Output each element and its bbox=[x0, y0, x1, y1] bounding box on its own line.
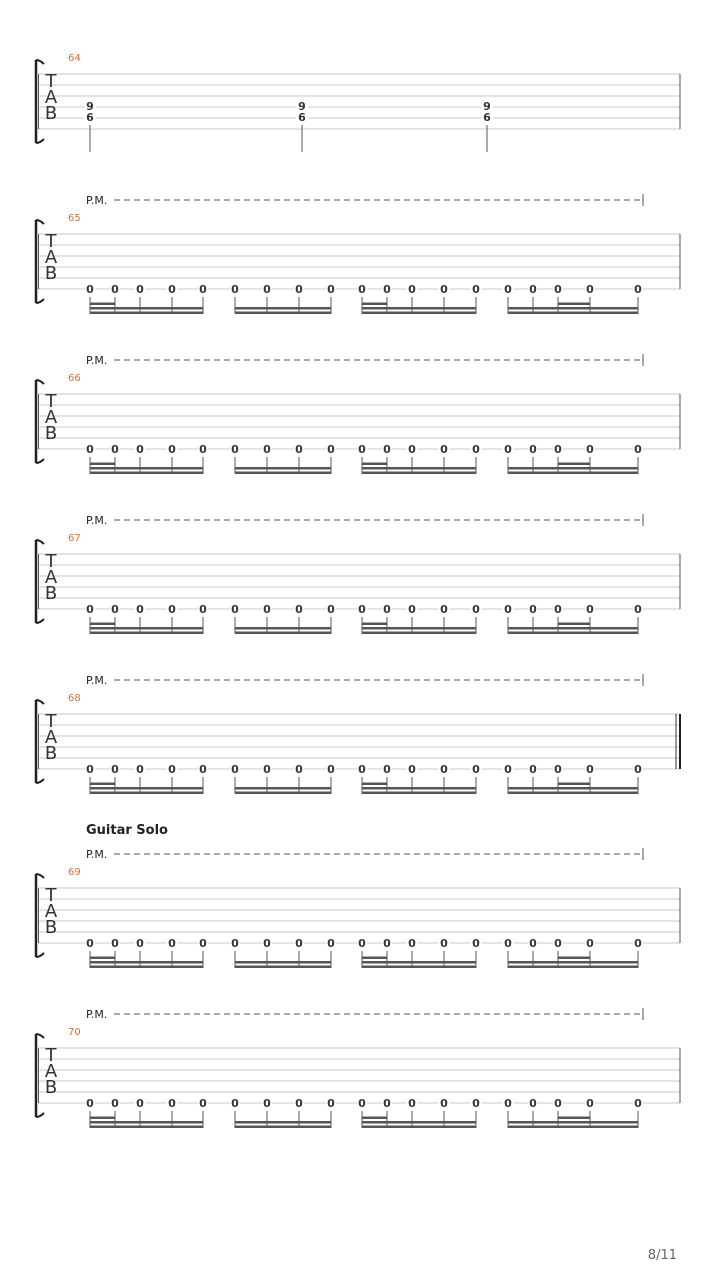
beam-secondary bbox=[90, 627, 203, 630]
fret-number: 0 bbox=[199, 283, 207, 296]
beam-tertiary bbox=[558, 783, 590, 786]
beam-tertiary bbox=[362, 463, 387, 466]
beam-secondary bbox=[235, 1121, 331, 1124]
tab-clef bbox=[45, 71, 58, 124]
fret-number: 0 bbox=[634, 1097, 642, 1110]
palm-mute-marking bbox=[86, 674, 643, 687]
fret-number: 0 bbox=[263, 603, 271, 616]
palm-mute-marking bbox=[86, 194, 643, 207]
fret-number: 0 bbox=[327, 603, 335, 616]
fret-number: 0 bbox=[529, 283, 537, 296]
beam-primary bbox=[362, 312, 476, 315]
palm-mute-label: P.M. bbox=[86, 194, 108, 207]
measure-number: 64 bbox=[68, 53, 81, 64]
fret-number: 0 bbox=[472, 1097, 480, 1110]
fret-number: 0 bbox=[358, 603, 366, 616]
fret-number: 0 bbox=[327, 937, 335, 950]
fret-number: 0 bbox=[554, 443, 562, 456]
fret-number: 0 bbox=[408, 937, 416, 950]
fret-number: 0 bbox=[295, 763, 303, 776]
palm-mute-label: P.M. bbox=[86, 848, 108, 861]
beam-secondary bbox=[90, 787, 203, 790]
system-bracket bbox=[36, 380, 44, 463]
tab-system bbox=[36, 674, 680, 794]
tab-clef-letter-b: B bbox=[44, 423, 58, 444]
section-label: Guitar Solo bbox=[86, 823, 168, 838]
tab-clef-letter-a: A bbox=[44, 87, 58, 108]
chord-fret-top: 9 bbox=[298, 100, 306, 113]
beam-secondary bbox=[508, 627, 638, 630]
fret-number: 0 bbox=[408, 763, 416, 776]
fret-number: 0 bbox=[440, 937, 448, 950]
tab-clef bbox=[45, 885, 58, 938]
fret-number: 0 bbox=[86, 603, 94, 616]
fret-number: 0 bbox=[383, 763, 391, 776]
fret-number: 0 bbox=[111, 937, 119, 950]
tab-staff bbox=[38, 74, 680, 129]
tab-clef bbox=[45, 391, 58, 444]
beam-secondary bbox=[362, 1121, 476, 1124]
fret-number: 0 bbox=[358, 1097, 366, 1110]
system-bracket bbox=[36, 220, 44, 303]
beam-secondary bbox=[90, 307, 203, 310]
fret-number: 0 bbox=[634, 603, 642, 616]
fret-number: 0 bbox=[168, 1097, 176, 1110]
beam-secondary bbox=[362, 961, 476, 964]
fret-number: 0 bbox=[168, 443, 176, 456]
beam-primary bbox=[362, 792, 476, 795]
beam-tertiary bbox=[362, 1117, 387, 1120]
fret-number: 0 bbox=[440, 1097, 448, 1110]
beam-primary bbox=[90, 472, 203, 475]
tab-clef bbox=[45, 551, 58, 604]
beam-secondary bbox=[508, 307, 638, 310]
fret-notes bbox=[85, 936, 643, 950]
beam-primary bbox=[235, 1126, 331, 1129]
fret-number: 0 bbox=[472, 443, 480, 456]
fret-number: 0 bbox=[634, 443, 642, 456]
tab-clef-letter-a: A bbox=[44, 901, 58, 922]
fret-number: 0 bbox=[504, 763, 512, 776]
tab-clef-letter-t: T bbox=[45, 391, 57, 412]
beam-primary bbox=[90, 966, 203, 969]
measure-number: 65 bbox=[68, 213, 81, 224]
beam-primary bbox=[90, 632, 203, 635]
fret-number: 0 bbox=[472, 283, 480, 296]
palm-mute-label: P.M. bbox=[86, 1008, 108, 1021]
beam-secondary bbox=[90, 961, 203, 964]
palm-mute-marking bbox=[86, 1008, 643, 1021]
chord bbox=[481, 99, 493, 152]
fret-number: 0 bbox=[86, 937, 94, 950]
fret-number: 0 bbox=[383, 1097, 391, 1110]
tab-clef-letter-b: B bbox=[44, 1077, 58, 1098]
fret-number: 0 bbox=[408, 283, 416, 296]
fret-number: 0 bbox=[554, 1097, 562, 1110]
tab-clef-letter-t: T bbox=[45, 231, 57, 252]
fret-number: 0 bbox=[327, 1097, 335, 1110]
beam-secondary bbox=[235, 787, 331, 790]
tab-staff bbox=[38, 888, 680, 943]
beam-primary bbox=[362, 472, 476, 475]
beam-tertiary bbox=[362, 783, 387, 786]
measure-number: 69 bbox=[68, 867, 81, 878]
tab-clef bbox=[45, 711, 58, 764]
palm-mute-label: P.M. bbox=[86, 354, 108, 367]
fret-number: 0 bbox=[111, 443, 119, 456]
beam-tertiary bbox=[558, 623, 590, 626]
fret-number: 0 bbox=[327, 763, 335, 776]
tab-system bbox=[36, 194, 680, 314]
palm-mute-label: P.M. bbox=[86, 674, 108, 687]
beam-secondary bbox=[508, 961, 638, 964]
fret-number: 0 bbox=[86, 1097, 94, 1110]
tab-system bbox=[36, 354, 680, 474]
fret-number: 0 bbox=[440, 283, 448, 296]
palm-mute-marking bbox=[86, 514, 643, 527]
fret-number: 0 bbox=[440, 763, 448, 776]
beam-secondary bbox=[235, 307, 331, 310]
fret-number: 0 bbox=[136, 443, 144, 456]
beam-secondary bbox=[90, 1121, 203, 1124]
tab-clef-letter-t: T bbox=[45, 885, 57, 906]
fret-number: 0 bbox=[263, 443, 271, 456]
fret-number: 0 bbox=[634, 937, 642, 950]
measure-number: 67 bbox=[68, 533, 81, 544]
fret-number: 0 bbox=[472, 937, 480, 950]
fret-number: 0 bbox=[634, 283, 642, 296]
fret-number: 0 bbox=[136, 283, 144, 296]
tab-staff bbox=[38, 714, 680, 769]
beam-primary bbox=[235, 312, 331, 315]
fret-number: 0 bbox=[554, 603, 562, 616]
system-bracket bbox=[36, 60, 44, 143]
measure-number: 68 bbox=[68, 693, 81, 704]
fret-number: 0 bbox=[168, 603, 176, 616]
beam-tertiary bbox=[362, 623, 387, 626]
fret-number: 0 bbox=[86, 443, 94, 456]
fret-number: 0 bbox=[586, 1097, 594, 1110]
beam-tertiary bbox=[90, 463, 115, 466]
note-stems bbox=[90, 777, 638, 794]
tab-clef-letter-b: B bbox=[44, 583, 58, 604]
chord bbox=[296, 99, 308, 152]
fret-number: 0 bbox=[504, 937, 512, 950]
fret-number: 0 bbox=[529, 1097, 537, 1110]
tab-clef-letter-b: B bbox=[44, 263, 58, 284]
fret-number: 0 bbox=[529, 763, 537, 776]
beam-tertiary bbox=[362, 957, 387, 960]
beam-tertiary bbox=[90, 303, 115, 306]
fret-number: 0 bbox=[136, 937, 144, 950]
fret-number: 0 bbox=[231, 283, 239, 296]
fret-number: 0 bbox=[263, 283, 271, 296]
fret-number: 0 bbox=[327, 443, 335, 456]
beam-tertiary bbox=[558, 1117, 590, 1120]
beam-primary bbox=[508, 966, 638, 969]
chord-fret-bottom: 6 bbox=[86, 111, 94, 124]
fret-number: 0 bbox=[586, 937, 594, 950]
tab-system bbox=[36, 1008, 680, 1128]
fret-number: 0 bbox=[383, 443, 391, 456]
tab-system bbox=[36, 514, 680, 634]
measure-number: 66 bbox=[68, 373, 81, 384]
beam-tertiary bbox=[558, 463, 590, 466]
fret-number: 0 bbox=[554, 763, 562, 776]
note-stems bbox=[90, 617, 638, 634]
fret-number: 0 bbox=[111, 1097, 119, 1110]
fret-number: 0 bbox=[383, 603, 391, 616]
fret-notes bbox=[85, 762, 643, 776]
fret-number: 0 bbox=[111, 603, 119, 616]
beam-primary bbox=[362, 1126, 476, 1129]
fret-number: 0 bbox=[136, 603, 144, 616]
fret-notes bbox=[85, 1096, 643, 1110]
beam-secondary bbox=[235, 467, 331, 470]
fret-number: 0 bbox=[136, 1097, 144, 1110]
fret-number: 0 bbox=[263, 763, 271, 776]
beam-secondary bbox=[508, 1121, 638, 1124]
system-bracket bbox=[36, 700, 44, 783]
fret-number: 0 bbox=[408, 443, 416, 456]
beam-primary bbox=[362, 966, 476, 969]
tab-staff bbox=[38, 554, 680, 609]
beam-primary bbox=[235, 966, 331, 969]
fret-number: 0 bbox=[554, 937, 562, 950]
beam-primary bbox=[90, 312, 203, 315]
fret-number: 0 bbox=[295, 283, 303, 296]
fret-number: 0 bbox=[504, 1097, 512, 1110]
fret-number: 0 bbox=[586, 443, 594, 456]
fret-number: 0 bbox=[199, 937, 207, 950]
beam-primary bbox=[508, 312, 638, 315]
tab-clef-letter-t: T bbox=[45, 551, 57, 572]
fret-number: 0 bbox=[327, 283, 335, 296]
tab-staff bbox=[38, 1048, 680, 1103]
fret-number: 0 bbox=[199, 443, 207, 456]
tab-clef bbox=[45, 1045, 58, 1098]
palm-mute-label: P.M. bbox=[86, 514, 108, 527]
beam-secondary bbox=[508, 787, 638, 790]
beam-tertiary bbox=[90, 957, 115, 960]
beam-primary bbox=[235, 792, 331, 795]
tab-clef-letter-a: A bbox=[44, 1061, 58, 1082]
beam-tertiary bbox=[90, 783, 115, 786]
fret-number: 0 bbox=[504, 603, 512, 616]
beam-secondary bbox=[235, 961, 331, 964]
tab-system bbox=[36, 823, 680, 968]
fret-number: 0 bbox=[504, 283, 512, 296]
fret-number: 0 bbox=[634, 763, 642, 776]
beam-primary bbox=[362, 632, 476, 635]
fret-number: 0 bbox=[295, 1097, 303, 1110]
fret-number: 0 bbox=[358, 937, 366, 950]
note-stems bbox=[90, 297, 638, 314]
fret-number: 0 bbox=[295, 603, 303, 616]
beam-primary bbox=[90, 1126, 203, 1129]
fret-number: 0 bbox=[111, 763, 119, 776]
page-indicator: 8/11 bbox=[647, 1248, 677, 1263]
note-stems bbox=[90, 951, 638, 968]
fret-number: 0 bbox=[440, 443, 448, 456]
fret-number: 0 bbox=[504, 443, 512, 456]
tab-staff bbox=[38, 234, 680, 289]
beam-secondary bbox=[362, 787, 476, 790]
beam-tertiary bbox=[90, 1117, 115, 1120]
beam-secondary bbox=[235, 627, 331, 630]
tab-system bbox=[36, 53, 680, 152]
fret-number: 0 bbox=[472, 763, 480, 776]
tab-clef-letter-a: A bbox=[44, 727, 58, 748]
fret-number: 0 bbox=[529, 603, 537, 616]
beam-primary bbox=[90, 792, 203, 795]
chord-fret-top: 9 bbox=[483, 100, 491, 113]
note-stems bbox=[90, 457, 638, 474]
chord-fret-top: 9 bbox=[86, 100, 94, 113]
fret-notes bbox=[85, 282, 643, 296]
beam-tertiary bbox=[558, 957, 590, 960]
fret-notes bbox=[85, 602, 643, 616]
fret-number: 0 bbox=[586, 763, 594, 776]
beam-tertiary bbox=[558, 303, 590, 306]
beam-primary bbox=[508, 1126, 638, 1129]
fret-number: 0 bbox=[263, 1097, 271, 1110]
beam-secondary bbox=[362, 467, 476, 470]
fret-number: 0 bbox=[231, 763, 239, 776]
palm-mute-marking bbox=[86, 848, 643, 861]
fret-number: 0 bbox=[358, 763, 366, 776]
tab-clef-letter-b: B bbox=[44, 103, 58, 124]
beam-primary bbox=[235, 472, 331, 475]
beam-secondary bbox=[90, 467, 203, 470]
chord-fret-bottom: 6 bbox=[483, 111, 491, 124]
fret-number: 0 bbox=[86, 283, 94, 296]
fret-number: 0 bbox=[408, 603, 416, 616]
fret-number: 0 bbox=[168, 763, 176, 776]
fret-number: 0 bbox=[199, 603, 207, 616]
fret-number: 0 bbox=[231, 937, 239, 950]
system-bracket bbox=[36, 874, 44, 957]
beam-secondary bbox=[362, 307, 476, 310]
fret-number: 0 bbox=[358, 283, 366, 296]
beam-secondary bbox=[508, 467, 638, 470]
system-bracket bbox=[36, 540, 44, 623]
fret-number: 0 bbox=[554, 283, 562, 296]
tab-clef-letter-a: A bbox=[44, 247, 58, 268]
fret-number: 0 bbox=[358, 443, 366, 456]
beam-tertiary bbox=[362, 303, 387, 306]
palm-mute-marking bbox=[86, 354, 643, 367]
beam-primary bbox=[508, 632, 638, 635]
tab-clef-letter-b: B bbox=[44, 743, 58, 764]
tab-staff bbox=[38, 394, 680, 449]
beam-primary bbox=[235, 632, 331, 635]
tab-clef-letter-b: B bbox=[44, 917, 58, 938]
fret-number: 0 bbox=[408, 1097, 416, 1110]
fret-number: 0 bbox=[168, 937, 176, 950]
beam-primary bbox=[508, 472, 638, 475]
fret-number: 0 bbox=[168, 283, 176, 296]
fret-number: 0 bbox=[529, 443, 537, 456]
chord-fret-bottom: 6 bbox=[298, 111, 306, 124]
measure-number: 70 bbox=[68, 1027, 81, 1038]
chord bbox=[84, 99, 96, 152]
fret-number: 0 bbox=[295, 443, 303, 456]
fret-number: 0 bbox=[383, 283, 391, 296]
tab-clef-letter-t: T bbox=[45, 1045, 57, 1066]
tab-clef bbox=[45, 231, 58, 284]
fret-number: 0 bbox=[231, 1097, 239, 1110]
note-stems bbox=[90, 1111, 638, 1128]
fret-number: 0 bbox=[231, 603, 239, 616]
tab-clef-letter-t: T bbox=[45, 711, 57, 732]
fret-number: 0 bbox=[295, 937, 303, 950]
fret-number: 0 bbox=[136, 763, 144, 776]
beam-secondary bbox=[362, 627, 476, 630]
tab-clef-letter-a: A bbox=[44, 407, 58, 428]
fret-number: 0 bbox=[529, 937, 537, 950]
fret-number: 0 bbox=[263, 937, 271, 950]
fret-notes bbox=[85, 442, 643, 456]
beam-tertiary bbox=[90, 623, 115, 626]
fret-number: 0 bbox=[199, 1097, 207, 1110]
fret-number: 0 bbox=[199, 763, 207, 776]
fret-number: 0 bbox=[586, 603, 594, 616]
fret-number: 0 bbox=[231, 443, 239, 456]
fret-number: 0 bbox=[111, 283, 119, 296]
fret-number: 0 bbox=[86, 763, 94, 776]
tab-clef-letter-t: T bbox=[45, 71, 57, 92]
tab-clef-letter-a: A bbox=[44, 567, 58, 588]
beam-primary bbox=[508, 792, 638, 795]
fret-number: 0 bbox=[586, 283, 594, 296]
fret-number: 0 bbox=[472, 603, 480, 616]
fret-number: 0 bbox=[383, 937, 391, 950]
fret-number: 0 bbox=[440, 603, 448, 616]
system-bracket bbox=[36, 1034, 44, 1117]
